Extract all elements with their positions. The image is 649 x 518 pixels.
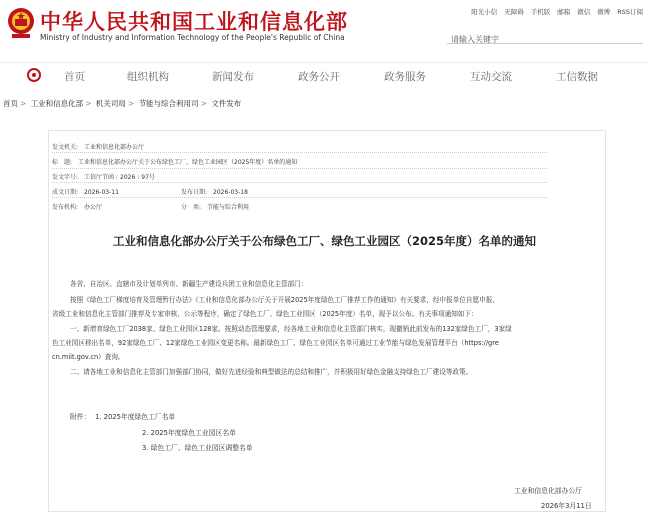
meta-title-value: 工业和信息化部办公厅关于公布绿色工厂、绿色工业园区（2025年度）名单的通知 — [78, 159, 298, 166]
nav-item-services[interactable]: 政务服务 — [384, 71, 426, 83]
breadcrumb-separator-icon: > — [200, 99, 207, 108]
miit-logo-icon[interactable] — [27, 68, 41, 82]
nav-item-public-affairs[interactable]: 政务公开 — [298, 71, 340, 83]
paragraph-item-two: 二、请各地工业和信息化主管部门加强部门协同，做好先进经验和典型做法的总结和推广，并积极用好绿色金融支持绿色工厂建设等政策。 — [70, 368, 473, 376]
document-panel — [48, 130, 606, 512]
main-nav — [0, 62, 649, 89]
nav-item-data[interactable]: 工信数据 — [556, 71, 598, 83]
meta-published-label: 发布日期: — [181, 189, 208, 196]
search-box — [447, 27, 643, 44]
site-header — [0, 0, 649, 62]
site-subtitle: Ministry of Industry and Information Technology of the People's Republic of China — [40, 33, 345, 42]
meta-created-value: 2026-03-11 — [84, 189, 119, 196]
search-input[interactable] — [447, 33, 635, 46]
paragraph-body: 省级工业和信息化主管部门推荐及专家审核、公示等程序，确定了绿色工厂、绿色工业园区（2025年度）名单，现予以公布。有关事项通知如下： — [52, 310, 478, 318]
top-link-wechat[interactable]: 微信 — [577, 8, 591, 16]
breadcrumb-separator-icon: > — [85, 99, 92, 108]
breadcrumb-documents[interactable]: 文件发布 — [211, 99, 242, 108]
meta-created-label: 成文日期: — [52, 189, 79, 196]
paragraph-item-one: 一、新增育绿色工厂2038家、绿色工业园区128家。按照动态管理要求，经各地工业和信息化主管部门核实，现撤销此前发布的132家绿色工厂，3家绿 — [70, 325, 512, 333]
meta-published-value: 2026-03-18 — [213, 189, 248, 196]
sign-date: 2026年3月11日 — [541, 502, 592, 510]
site-title: 中华人民共和国工业和信息化部 — [40, 10, 348, 34]
attachment-link[interactable]: 2. 2025年度绿色工业园区名单 — [142, 429, 236, 437]
top-links — [471, 7, 643, 16]
meta-published — [181, 187, 248, 196]
meta-category-value: 节能与综合利用 — [207, 204, 250, 211]
attachments-label: 附件： — [70, 413, 91, 421]
top-link-accessibility[interactable]: 无障碍 — [504, 8, 524, 16]
breadcrumb-ministry[interactable]: 工业和信息化部 — [30, 99, 84, 108]
breadcrumb-departments[interactable]: 机关司局 — [95, 99, 126, 108]
nav-item-home[interactable]: 首页 — [64, 71, 85, 83]
meta-category — [181, 202, 249, 211]
paragraph-item-one-cont: cn.miit.gov.cn）查询。 — [52, 353, 125, 361]
top-link-mobile[interactable]: 手机版 — [530, 8, 551, 16]
meta-publisher-value: 办公厅 — [84, 204, 103, 211]
meta-doc-no-label: 发文字号: — [52, 174, 79, 181]
divider — [52, 182, 547, 183]
breadcrumb-separator-icon: > — [20, 99, 27, 108]
meta-category-label: 分 类: — [181, 204, 202, 211]
paragraph-item-one-cont: 色工业园区移出名单，92家绿色工厂、12家绿色工业园区变更名称。最新绿色工厂、绿色工业园区名单可通过工业节能与绿色发展管理平台（https://gre — [52, 339, 499, 347]
divider — [52, 197, 547, 198]
nav-item-news[interactable]: 新闻发布 — [212, 71, 254, 83]
signature: 工业和信息化部办公厅 — [514, 487, 582, 495]
meta-issuer-value: 工业和信息化部办公厅 — [84, 144, 145, 151]
breadcrumb — [3, 98, 241, 109]
nav-item-interaction[interactable]: 互动交流 — [470, 71, 512, 83]
document-title: 工业和信息化部办公厅关于公布绿色工厂、绿色工业园区（2025年度）名单的通知 — [112, 234, 536, 248]
paragraph-body: 按照《绿色工厂梯度培育及管理暂行办法》《工业和信息化部办公厅关于开展2025年度绿色工厂推荐工作的通知》有关要求，经申报单位自愿申报、 — [70, 296, 499, 304]
nav-item-organization[interactable]: 组织机构 — [127, 71, 169, 83]
breadcrumb-home[interactable]: 首页 — [3, 99, 18, 108]
top-link-sunshine[interactable]: 阳光小信 — [471, 8, 498, 16]
meta-created — [52, 187, 119, 196]
breadcrumb-separator-icon: > — [127, 99, 135, 108]
meta-issuer-label: 发文机关: — [52, 144, 79, 151]
attachment-link[interactable]: 3. 绿色工厂、绿色工业园区调整名单 — [142, 444, 253, 452]
meta-issuer — [52, 142, 144, 151]
meta-doc-no — [52, 172, 155, 181]
top-link-weibo[interactable]: 微博 — [597, 8, 611, 16]
meta-doc-no-value: 工信厅节函﹝2026﹞97号 — [84, 174, 155, 181]
meta-title-label: 标 题: — [52, 159, 73, 166]
attachment-link[interactable]: 1. 2025年度绿色工厂名单 — [95, 413, 176, 421]
top-link-mail[interactable]: 邮箱 — [557, 8, 571, 16]
meta-publisher — [52, 202, 102, 211]
meta-publisher-label: 发布机构: — [52, 204, 79, 211]
meta-title — [52, 157, 297, 166]
national-emblem-icon — [6, 6, 36, 40]
breadcrumb-energy-dept[interactable]: 节能与综合利用司 — [138, 99, 199, 108]
paragraph-salutation: 各省、自治区、直辖市及计划单列市、新疆生产建设兵团工业和信息化主管部门： — [70, 280, 308, 288]
divider — [52, 152, 547, 153]
divider — [52, 168, 547, 169]
top-link-rss[interactable]: RSS订阅 — [617, 8, 643, 16]
